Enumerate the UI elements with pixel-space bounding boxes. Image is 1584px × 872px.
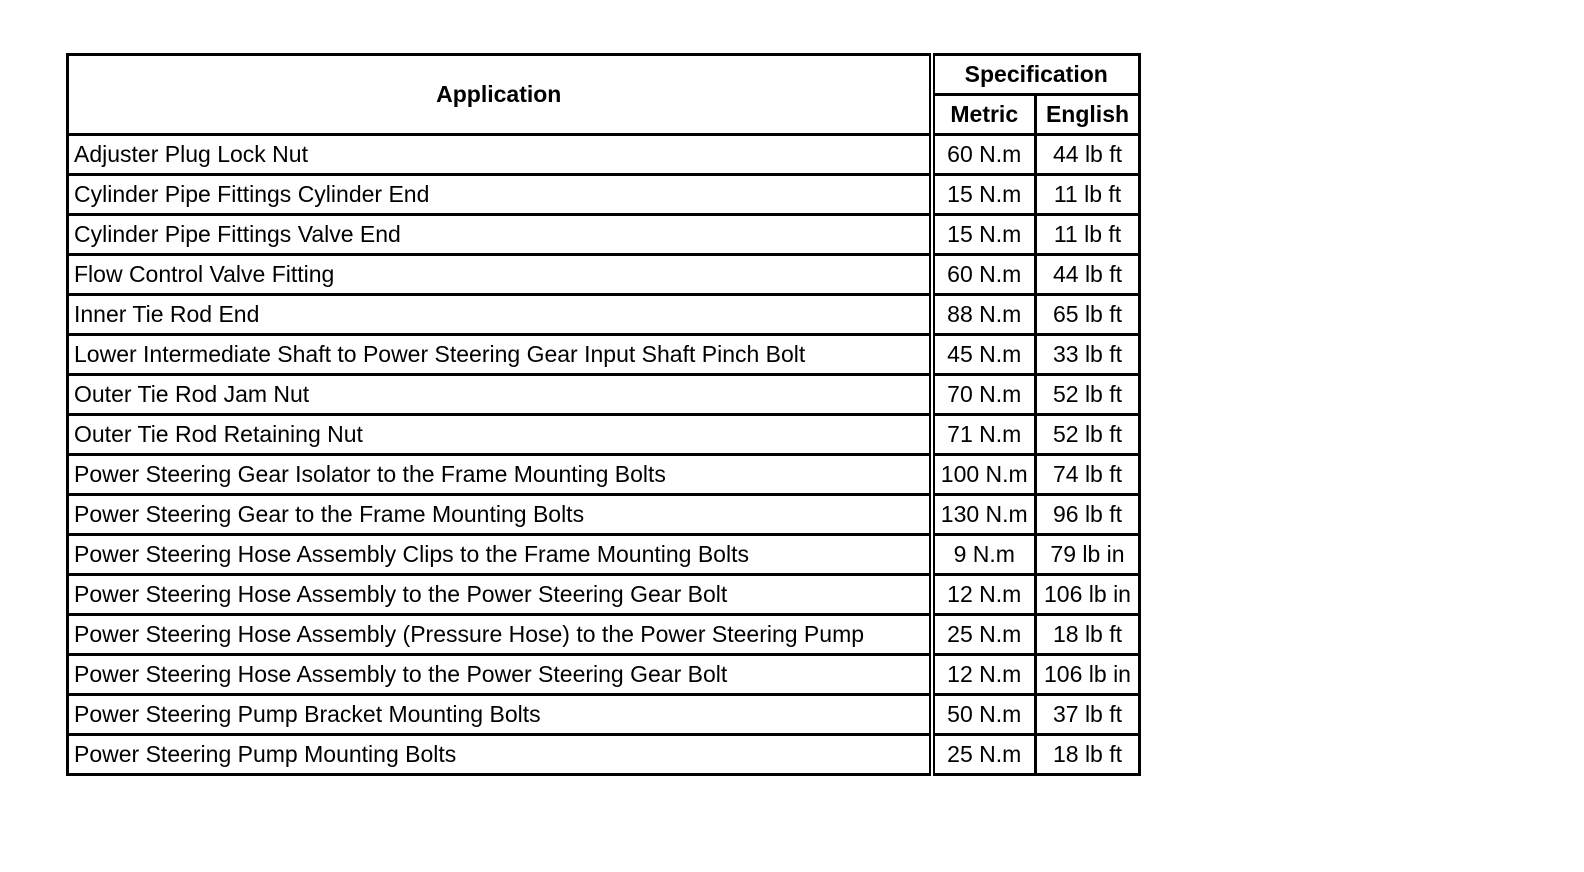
application-cell: Power Steering Pump Mounting Bolts: [68, 735, 932, 775]
table-row: [68, 695, 1140, 735]
table-body: [68, 135, 1140, 775]
metric-cell: 70 N.m: [932, 375, 1036, 415]
english-cell: 44 lb ft: [1036, 255, 1140, 295]
application-cell: Power Steering Gear to the Frame Mounting Bolts: [68, 495, 932, 535]
application-cell: Power Steering Hose Assembly Clips to the Frame Mounting Bolts: [68, 535, 932, 575]
table-row: [68, 295, 1140, 335]
table-row: [68, 575, 1140, 615]
metric-cell: 100 N.m: [932, 455, 1036, 495]
metric-cell: 25 N.m: [932, 615, 1036, 655]
table-row: [68, 135, 1140, 175]
metric-cell: 15 N.m: [932, 215, 1036, 255]
english-cell: 74 lb ft: [1036, 455, 1140, 495]
metric-cell: 12 N.m: [932, 575, 1036, 615]
metric-cell: 50 N.m: [932, 695, 1036, 735]
application-header: Application: [68, 55, 932, 135]
table-row: [68, 455, 1140, 495]
metric-cell: 9 N.m: [932, 535, 1036, 575]
table-row: [68, 655, 1140, 695]
english-cell: 52 lb ft: [1036, 375, 1140, 415]
english-cell: 18 lb ft: [1036, 735, 1140, 775]
application-cell: Power Steering Gear Isolator to the Frame Mounting Bolts: [68, 455, 932, 495]
application-cell: Power Steering Hose Assembly (Pressure Hose) to the Power Steering Pump: [68, 615, 932, 655]
table-row: [68, 175, 1140, 215]
table-row: [68, 535, 1140, 575]
english-cell: 52 lb ft: [1036, 415, 1140, 455]
table-row: [68, 735, 1140, 775]
english-cell: 79 lb in: [1036, 535, 1140, 575]
application-cell: Outer Tie Rod Jam Nut: [68, 375, 932, 415]
table-row: [68, 495, 1140, 535]
english-cell: 37 lb ft: [1036, 695, 1140, 735]
metric-cell: 88 N.m: [932, 295, 1036, 335]
english-cell: 18 lb ft: [1036, 615, 1140, 655]
torque-spec-table: [66, 53, 1141, 776]
application-cell: Power Steering Pump Bracket Mounting Bolts: [68, 695, 932, 735]
english-cell: 106 lb in: [1036, 655, 1140, 695]
application-cell: Power Steering Hose Assembly to the Power Steering Gear Bolt: [68, 575, 932, 615]
application-cell: Inner Tie Rod End: [68, 295, 932, 335]
application-cell: Adjuster Plug Lock Nut: [68, 135, 932, 175]
metric-cell: 71 N.m: [932, 415, 1036, 455]
english-cell: 96 lb ft: [1036, 495, 1140, 535]
specification-header: Specification: [932, 55, 1140, 95]
english-cell: 65 lb ft: [1036, 295, 1140, 335]
table-row: [68, 215, 1140, 255]
table-row: [68, 615, 1140, 655]
english-cell: 44 lb ft: [1036, 135, 1140, 175]
metric-cell: 25 N.m: [932, 735, 1036, 775]
metric-cell: 60 N.m: [932, 255, 1036, 295]
metric-cell: 15 N.m: [932, 175, 1036, 215]
metric-header: Metric: [932, 95, 1036, 135]
metric-cell: 130 N.m: [932, 495, 1036, 535]
metric-cell: 45 N.m: [932, 335, 1036, 375]
english-cell: 11 lb ft: [1036, 175, 1140, 215]
application-cell: Cylinder Pipe Fittings Valve End: [68, 215, 932, 255]
table-row: [68, 335, 1140, 375]
english-header: English: [1036, 95, 1140, 135]
application-cell: Power Steering Hose Assembly to the Power Steering Gear Bolt: [68, 655, 932, 695]
metric-cell: 12 N.m: [932, 655, 1036, 695]
table-row: [68, 255, 1140, 295]
english-cell: 11 lb ft: [1036, 215, 1140, 255]
table-row: [68, 375, 1140, 415]
english-cell: 33 lb ft: [1036, 335, 1140, 375]
application-cell: Outer Tie Rod Retaining Nut: [68, 415, 932, 455]
metric-cell: 60 N.m: [932, 135, 1036, 175]
application-cell: Lower Intermediate Shaft to Power Steering Gear Input Shaft Pinch Bolt: [68, 335, 932, 375]
english-cell: 106 lb in: [1036, 575, 1140, 615]
application-cell: Cylinder Pipe Fittings Cylinder End: [68, 175, 932, 215]
application-cell: Flow Control Valve Fitting: [68, 255, 932, 295]
table-row: [68, 415, 1140, 455]
